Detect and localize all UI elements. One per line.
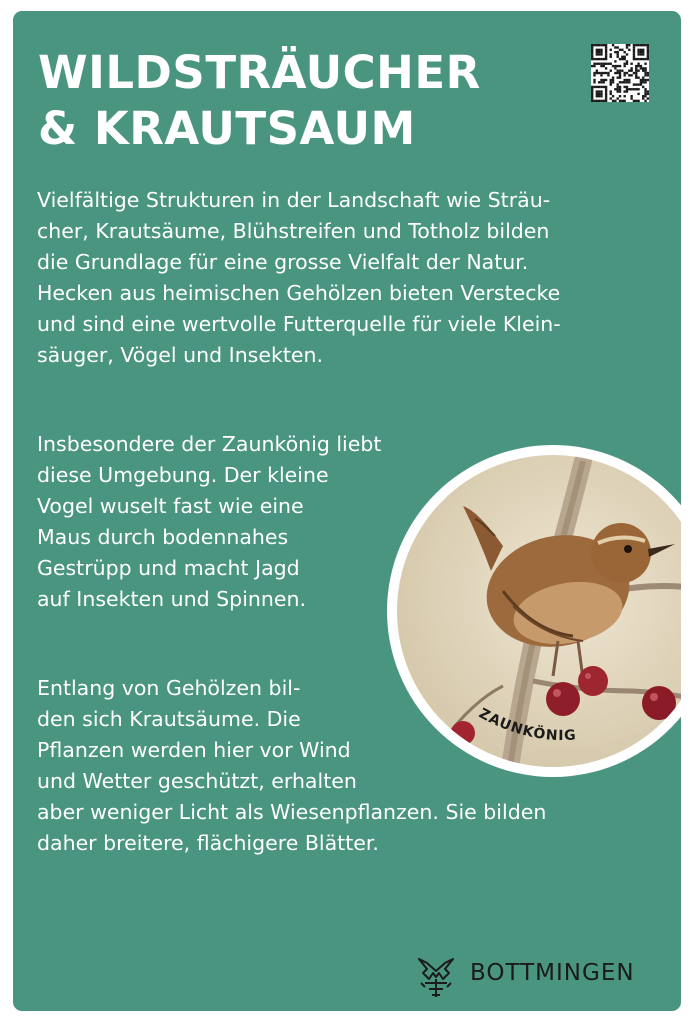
wren-photo: [383, 441, 681, 781]
board-title: [38, 45, 481, 157]
wren-paragraph: [37, 429, 381, 615]
intro-line: und sind eine wertvolle Futterquelle für viele Klein-: [37, 312, 561, 336]
title-line-2: & KRAUTSAUM: [38, 102, 416, 155]
wren-line: Gestrüpp und macht Jagd: [37, 556, 300, 580]
intro-line: Vielfältige Strukturen in der Landschaft wie Sträu-: [37, 188, 551, 212]
krautsaum-line: daher breitere, flächigere Blätter.: [37, 831, 379, 855]
krautsaum-line: aber weniger Licht als Wiesenpflanzen. Sie bilden: [37, 800, 547, 824]
wren-line: diese Umgebung. Der kleine: [37, 463, 329, 487]
krautsaum-line: Entlang von Gehölzen bil-: [37, 676, 301, 700]
wren-line: Maus durch bodennahes: [37, 525, 289, 549]
wren-line: Insbesondere der Zaunkönig liebt: [37, 432, 382, 456]
intro-line: cher, Krautsäume, Blühstreifen und Totholz bilden: [37, 219, 550, 243]
coat-of-arms-icon: [415, 953, 457, 999]
intro-line: säuger, Vögel und Insekten.: [37, 343, 324, 367]
krautsaum-line: Pflanzen werden hier vor Wind: [37, 738, 351, 762]
qr-code-icon[interactable]: [591, 44, 649, 102]
bottmingen-logo: [415, 953, 665, 999]
wren-line: Vogel wuselt fast wie eine: [37, 494, 304, 518]
photo-caption: ZAUNKÖNIG: [476, 705, 578, 745]
krautsaum-line: den sich Krautsäume. Die: [37, 707, 301, 731]
krautsaum-line: und Wetter geschützt, erhalten: [37, 769, 357, 793]
info-board: [13, 11, 681, 1011]
title-line-1: WILDSTRÄUCHER: [38, 46, 481, 99]
intro-paragraph: [37, 185, 561, 371]
intro-line: die Grundlage für eine grosse Vielfalt der Natur.: [37, 250, 529, 274]
intro-line: Hecken aus heimischen Gehölzen bieten Verstecke: [37, 281, 561, 305]
wren-line: auf Insekten und Spinnen.: [37, 587, 306, 611]
logo-text: BOTTMINGEN: [470, 960, 635, 986]
